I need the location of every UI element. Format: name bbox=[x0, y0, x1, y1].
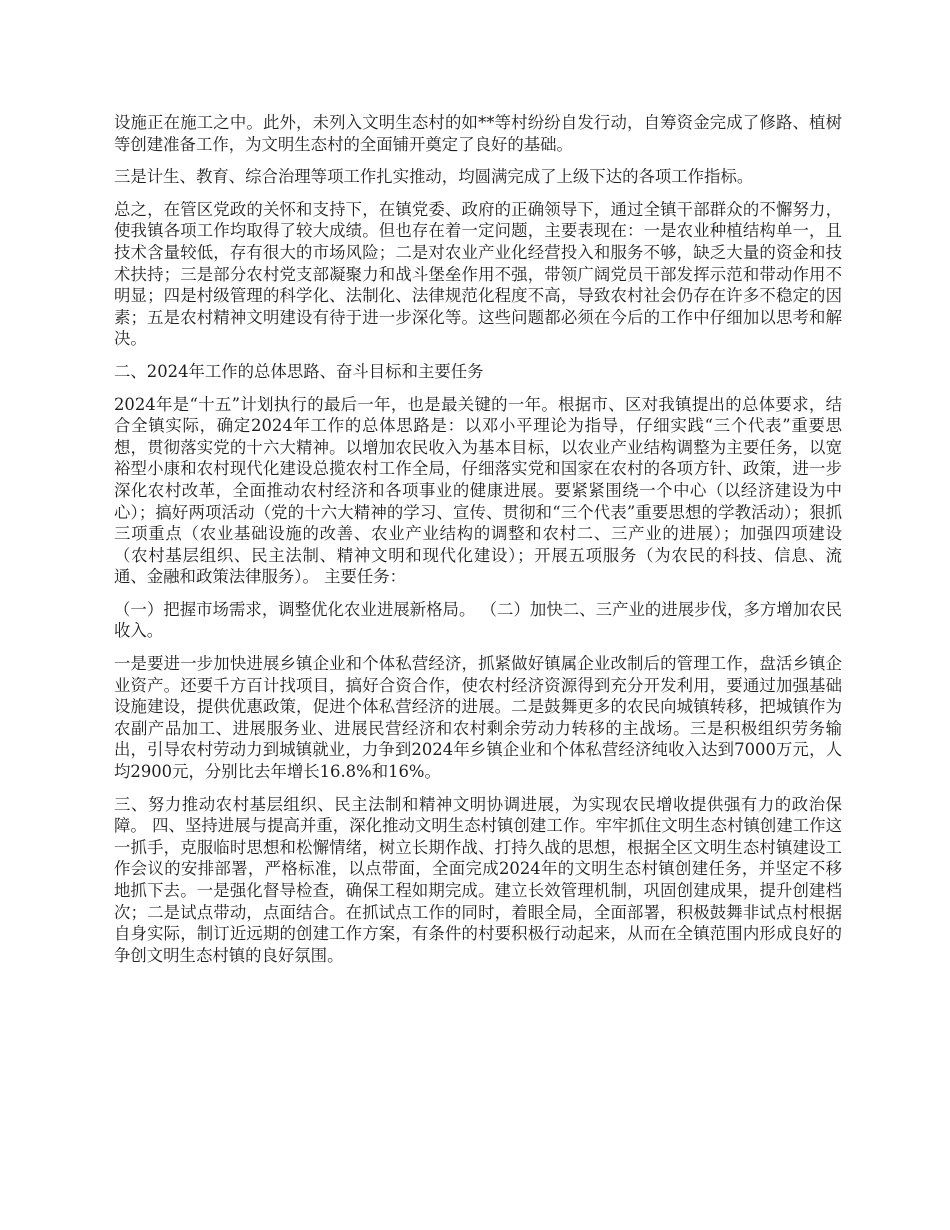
section-heading-two: 二、2024年工作的总体思路、奋斗目标和主要任务 bbox=[114, 361, 484, 381]
paragraph-continuation: 设施正在施工之中。此外，未列入文明生态村的如**等村纷纷自发行动，自筹资金完成了修路、植树等创建准备工作，为文明生态村的全面铺开奠定了良好的基础。 bbox=[114, 113, 842, 154]
paragraph-summary: 总之，在管区党政的关怀和支持下，在镇党委、政府的正确领导下，通过全镇干部群众的不懈努力，使我镇各项工作均取得了较大成绩。但也存在着一定问题，主要表现在：一是农业种植结构单一，且技术含量较低，存有很大的市场风险；二是对农业产业化经营投入和服务不够，缺乏大量的资金和技术扶持；三是部分农村党支部凝聚力和战斗堡垒作用不强，带领广阔党员干部发挥示范和带动作用不明显；四是村级管理的科学化、法制化、法律规范化程度不高，导致农村社会仍存在许多不稳定的因素；五是农村精神文明建设有待于进一步深化等。这些问题都必须在今后的工作中仔细加以思考和解决。 bbox=[114, 199, 842, 349]
paragraph-general-approach: 2024年是“十五”计划执行的最后一年，也是最关键的一年。根据市、区对我镇提出的总体要求，结合全镇实际，确定2024年工作的总体思路是：以邓小平理论为指导，仔细实践“三个代表”重要思想，贯彻落实党的十六大精神。以增加农民收入为基本目标，以农业产业结构调整为主要任务，以宽裕型小康和农村现代化建设总揽农村工作全局，仔细落实党和国家在农村的各项方针、政策，进一步深化农村改革，全面推动农村经济和各项事业的健康进展。要紧紧围绕一个中心（以经济建设为中心）；搞好两项活动（党的十六大精神的学习、宣传、贯彻和“三个代表”重要思想的学教活动）；狠抓三项重点（农业基础设施的改善、农业产业结构的调整和农村二、三产业的进展）；加强四项建设（农村基层组织、民主法制、精神文明和现代化建设）；开展五项服务（为农民的科技、信息、流通、金融和政策法律服务）。 主要任务： bbox=[114, 394, 842, 587]
paragraph-enterprise-development: 一是要进一步加快进展乡镇企业和个体私营经济，抓紧做好镇属企业改制后的管理工作，盘活乡镇企业资产。还要千方百计找项目，搞好合资合作，使农村经济资源得到充分开发利用，要通过加强基础设施建设，提供优惠政策，促进个体私营经济的进展。二是鼓舞更多的农民向城镇转移，把城镇作为农副产品加工、进展服务业、进展民营经济和农村剩余劳动力转移的主战场。三是积极组织劳务输出，引导农村劳动力到城镇就业，力争到2024年乡镇企业和个体私营经济纯收入达到7000万元，人均2900元，分别比去年增长16.8%和16%。 bbox=[114, 654, 842, 782]
paragraph-sections-three-four: 三、努力推动农村基层组织、民主法制和精神文明协调进展，为实现农民增收提供强有力的政治保障。 四、坚持进展与提高并重，深化推动文明生态村镇创建工作。牢牢抓住文明生态村镇创建工作这一抓手，克服临时思想和松懈情绪，树立长期作战、打持久战的思想，根据全区文明生态村镇建设工作会议的安排部署，严格标准，以点带面，全面完成2024年的文明生态村镇创建任务，并坚定不移地抓下去。一是强化督导检查，确保工程如期完成。建立长效管理机制，巩固创建成果，提升创建档次；二是试点带动，点面结合。在抓试点工作的同时，着眼全局，全面部署，积极鼓舞非试点村根据自身实际，制订近远期的创建工作方案，有条件的村要积极行动起来，从而在全镇范围内形成良好的争创文明生态村镇的良好氛围。 bbox=[114, 794, 842, 965]
paragraph-item-three: 三是计生、教育、综合治理等项工作扎实推动，均圆满完成了上级下达的各项工作指标。 bbox=[114, 167, 754, 187]
paragraph-subtasks: （一）把握市场需求，调整优化农业进展新格局。 （二）加快二、三产业的进展步伐，多方增加农民收入。 bbox=[114, 599, 842, 641]
document-body bbox=[114, 112, 842, 977]
